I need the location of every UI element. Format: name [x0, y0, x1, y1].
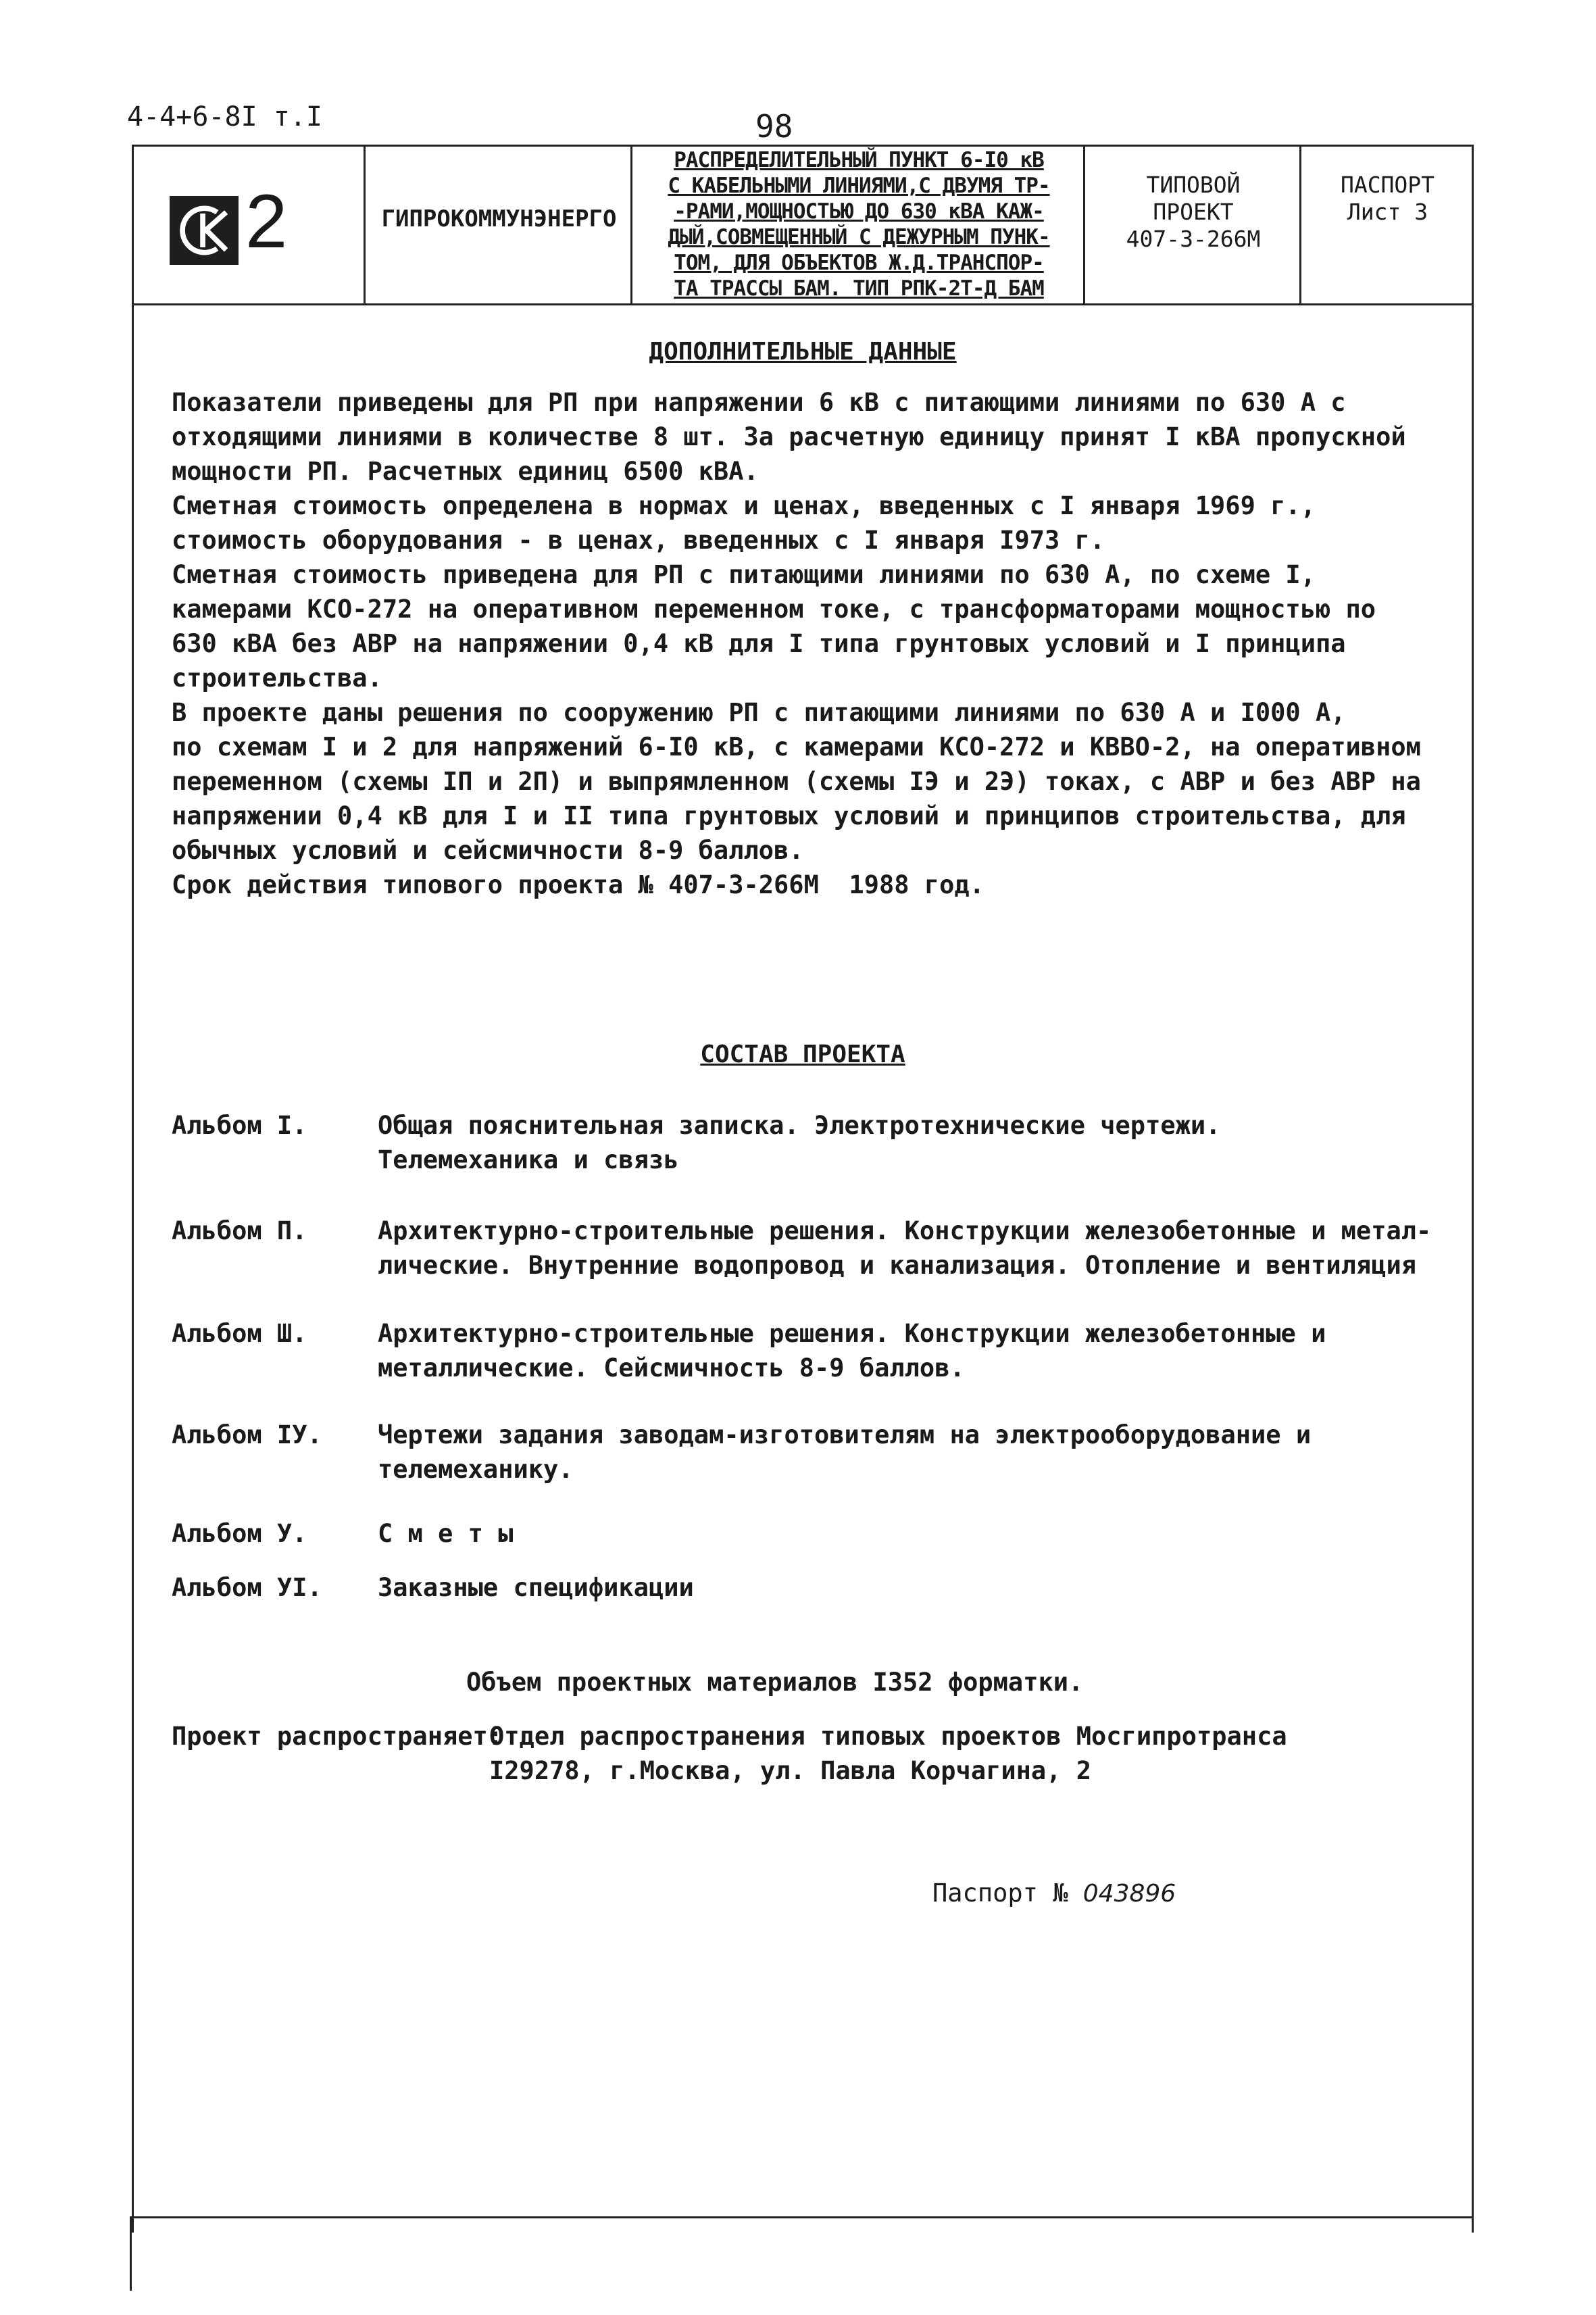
passport-sheet [1301, 172, 1474, 226]
project-type-cell [1085, 145, 1301, 303]
volume-statement: Объем проектных материалов I352 форматки. [466, 1668, 1084, 1697]
paragraph: Сметная стоимость приведена для РП с питающими линиями по 630 А, по схеме I, камерами КСО-272 на оперативном переменном токе, с трансформаторами мощностью по 630 кВА без АВР на напряжении 0,4 кВ для I типа грунтовых условий и I принципа строительства. [172, 560, 1376, 693]
logo-cell [132, 145, 366, 303]
album-description: Общая пояснительная записка. Электротехнические чертежи. Телемеханика и связь [378, 1111, 1221, 1174]
album-label: Альбом УI. [172, 1573, 322, 1602]
distributor-address: I29278, г.Москва, ул. Павла Корчагина, 2 [489, 1756, 1092, 1785]
paragraph: Сметная стоимость определена в нормах и ценах, введенных с I января 1969 г., стоимость оборудования - в ценах, введенных с I января I973 г. [172, 491, 1316, 555]
project-name-line: С КАБЕЛЬНЫМИ ЛИНИЯМИ,С ДВУМЯ ТР- [668, 174, 1050, 198]
project-name-line: ТА ТРАССЫ БАМ. ТИП РПК-2Т-Д БАМ [674, 276, 1044, 301]
frame-bottom-line [132, 2216, 1474, 2218]
project-type [1085, 172, 1301, 253]
project-name-line: ДЫЙ,СОВМЕЩЕННЫЙ С ДЕЖУРНЫМ ПУНК- [668, 225, 1050, 249]
project-code: 407-3-266М [1126, 226, 1261, 252]
project-composition-heading: СОСТАВ ПРОЕКТА [700, 1041, 905, 1068]
organization-cell [366, 145, 632, 303]
project-name-line: ТОМ, ДЛЯ ОБЪЕКТОВ Ж.Д.ТРАНСПОР- [674, 251, 1044, 275]
type-line: ПРОЕКТ [1153, 199, 1234, 225]
album-label: Альбом У. [172, 1519, 307, 1548]
page-number: 98 [755, 108, 793, 145]
paragraph: В проекте даны решения по сооружению РП с питающими линиями по 630 А и I000 А, по схемам I и 2 для напряжений 6-I0 кВ, с камерами КСО-272 и КВВО-2, на оперативном переменном (схемы IП и 2П) и выпрямленном (схемы IЭ и 2Э) токах, с АВР и без АВР на напряжении 0,4 кВ для I и II типа грунтовых условий и принципов строительства, для обычных условий и сейсмичности 8-9 баллов. [172, 698, 1421, 865]
project-name-line: РАСПРЕДЕЛИТЕЛЬНЫЙ ПУНКТ 6-I0 кВ [674, 148, 1044, 172]
logo-number: 2 [245, 179, 288, 264]
type-line: ТИПОВОЙ [1146, 172, 1241, 198]
series-code: 4-4+6-8I т.I [127, 101, 322, 132]
album-label: Альбом IУ. [172, 1420, 322, 1449]
distribution-label: Проект распространяет: [172, 1722, 503, 1751]
passport-number-value: 043896 [1082, 1880, 1176, 1908]
project-name-cell [632, 145, 1085, 303]
album-description: Архитектурно-строительные решения. Конструкции железобетонные и метал- лические. Внутренние водопровод и канализация. Отопление и вентиляция [378, 1216, 1432, 1280]
ck-logo-icon [170, 196, 239, 265]
title-block [132, 145, 1474, 305]
album-description: Чертежи задания заводам-изготовителям на электрооборудование и телемеханику. [378, 1420, 1312, 1484]
paragraph: Показатели приведены для РП при напряжении 6 кВ с питающими линиями по 630 А с отходящими линиями в количестве 8 шт. За расчетную единицу принят I кВА пропускной мощности РП. Расчетных единиц 6500 кВА. [172, 388, 1406, 486]
frame-left-tail [130, 2216, 132, 2291]
distributor-name: Отдел распространения типовых проектов Мосгипротранса [489, 1722, 1287, 1751]
album-label: Альбом I. [172, 1111, 307, 1140]
additional-data-text [172, 385, 1421, 902]
album-description: С м е т ы [378, 1519, 514, 1548]
passport-number [932, 1878, 1176, 1908]
album-label: Альбом Ш. [172, 1319, 307, 1348]
validity-paragraph: Срок действия типового проекта № 407-3-266М 1988 год. [172, 870, 984, 899]
passport-number-label: Паспорт № [932, 1878, 1083, 1908]
project-name [639, 147, 1078, 301]
album-description: Заказные спецификации [378, 1573, 694, 1602]
project-name-line: -РАМИ,МОЩНОСТЬЮ ДО 630 кВА КАЖ- [674, 199, 1044, 224]
sheet-number: Лист 3 [1347, 199, 1428, 225]
passport-title: ПАСПОРТ [1340, 172, 1435, 198]
additional-data-heading: ДОПОЛНИТЕЛЬНЫЕ ДАННЫЕ [649, 338, 957, 366]
organization-name: ГИПРОКОММУНЭНЕРГО [381, 205, 617, 232]
album-label: Альбом П. [172, 1216, 307, 1245]
album-description: Архитектурно-строительные решения. Конструкции железобетонные и металлические. Сейсмичность 8-9 баллов. [378, 1319, 1326, 1383]
